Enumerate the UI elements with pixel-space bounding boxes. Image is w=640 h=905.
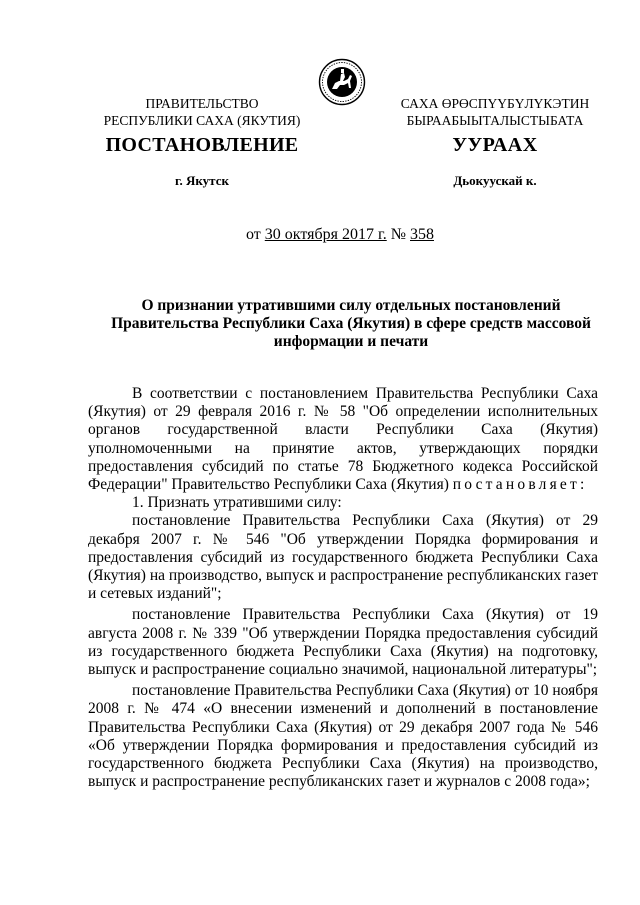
government-name-yakut-line2: БЫРААБЫЫТАЛЫСТЫБАТА bbox=[406, 113, 584, 128]
document-number: 358 bbox=[410, 226, 434, 243]
preamble-text: В соответствии с постановлением Правительства Республики Саха (Якутия) от 29 февраля 2016 г. № 58 "Об определении исполнительных органов государственной власти Республики Саха (Якутия) уполномоченными на принятие актов, утверждающих порядки предоставления субсидий по статье 78 Бюджетного кодекса Российской Федерации" Правительство Республики Саха (Якутия) bbox=[88, 385, 598, 494]
document-date-number bbox=[0, 226, 640, 244]
repealed-act-1: постановление Правительства Республики Саха (Якутия) от 29 декабря 2007 г. № 546 "Об утверждении Порядка формирования и предоставления субсидий из государственного бюджета Республики Саха (Якутия) на производство, выпуск и распространение республиканских газет и сетевых изданий"; bbox=[88, 512, 598, 603]
document-type-yakut: УУРААХ bbox=[452, 134, 538, 156]
item-1-paragraph: 1. Признать утратившими силу: bbox=[132, 494, 342, 512]
document-title-line1: О признании утратившими силу отдельных постановлений bbox=[141, 297, 561, 314]
government-name-russian bbox=[88, 95, 316, 129]
government-name-yakut-line1: САХА ӨРӨСПҮҮБҮЛҮКЭТИН bbox=[400, 96, 590, 111]
government-name-yakut bbox=[384, 95, 606, 129]
repealed-act-2: постановление Правительства Республики Саха (Якутия) от 19 августа 2008 г. № 339 "Об утверждении Порядка предоставления субсидий из государственного бюджета Республики Саха (Якутия) на подготовку, выпуск и распространение социально значимой, национальной литературы"; bbox=[88, 606, 598, 679]
repealed-act-3: постановление Правительства Республики Саха (Якутия) от 10 ноября 2008 г. № 474 «О внесении изменений и дополнений в постановление Правительства Республики Саха (Якутия) от 29 декабря 2007 года № 546 «Об утверждении Порядка формирования и предоставления субсидий из государственного бюджета Республики Саха (Якутия) на производство, выпуск и распространение республиканских газет и журналов с 2008 года»; bbox=[88, 682, 598, 791]
city-russian: г. Якутск bbox=[175, 173, 229, 188]
number-sign: № bbox=[390, 226, 406, 243]
document-type-russian: ПОСТАНОВЛЕНИЕ bbox=[105, 134, 299, 156]
government-name-line1: ПРАВИТЕЛЬСТВО bbox=[145, 96, 259, 111]
city-yakut: Дьокуускай к. bbox=[453, 173, 537, 188]
document-body bbox=[88, 385, 598, 791]
coat-of-arms-emblem-icon bbox=[318, 58, 366, 106]
document-title-line2: Правительства Республики Саха (Якутия) в сфере средств массовой bbox=[111, 315, 591, 332]
resolves-word: постановляет: bbox=[452, 476, 588, 494]
government-name-line2: РЕСПУБЛИКИ САХА (ЯКУТИЯ) bbox=[103, 113, 301, 128]
document-title bbox=[96, 297, 606, 351]
preamble-paragraph bbox=[88, 385, 598, 494]
document-date: 30 октября 2017 г. bbox=[264, 226, 387, 243]
date-prefix: от bbox=[245, 226, 261, 243]
document-title-line3: информации и печати bbox=[273, 333, 429, 350]
